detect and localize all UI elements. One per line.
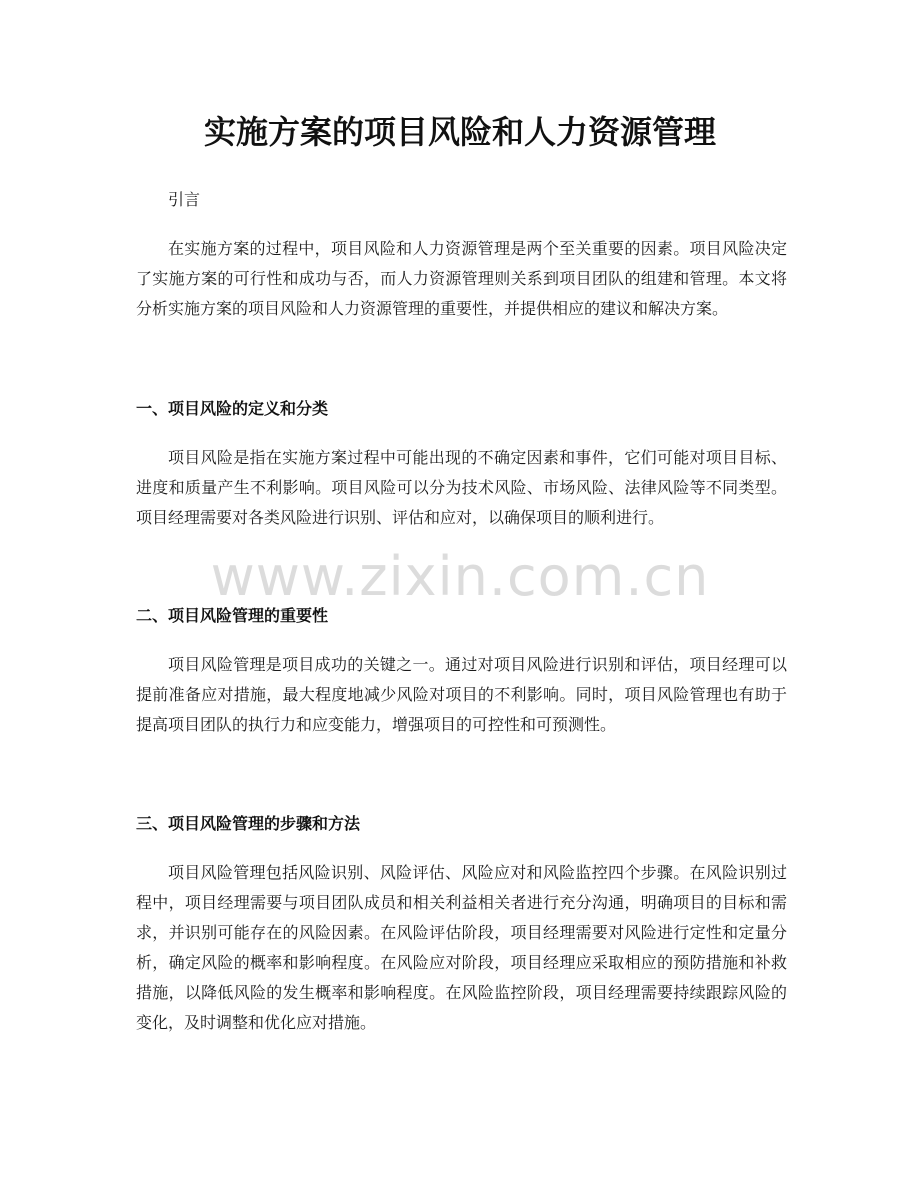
section-heading-3: 三、项目风险管理的步骤和方法 bbox=[136, 814, 361, 833]
watermark: www.zixin.com.cn bbox=[210, 545, 710, 608]
document-title: 实施方案的项目风险和人力资源管理 bbox=[203, 113, 716, 151]
section-paragraph-1: 项目风险是指在实施方案过程中可能出现的不确定因素和事件，它们可能对项目目标、进度和质量产生不利影响。项目风险可以分为技术风险、市场风险、法律风险等不同类型。项目经理需要对各类风险进行识别、评估和应对，以确保项目的顺利进行。 bbox=[136, 448, 787, 527]
section-paragraph-3: 项目风险管理包括风险识别、风险评估、风险应对和风险监控四个步骤。在风险识别过程中，项目经理需要与项目团队成员和相关利益相关者进行充分沟通，明确项目的目标和需求，并识别可能存在的风险因素。在风险评估阶段，项目经理需要对风险进行定性和定量分析，确定风险的概率和影响程度。在风险应对阶段，项目经理应采取相应的预防措施和补救措施，以降低风险的发生概率和影响程度。在风险监控阶段，项目经理需要持续跟踪风险的变化，及时调整和优化应对措施。 bbox=[136, 863, 787, 1032]
section-heading-1: 一、项目风险的定义和分类 bbox=[136, 399, 329, 418]
intro-paragraph: 在实施方案的过程中，项目风险和人力资源管理是两个至关重要的因素。项目风险决定了实施方案的可行性和成功与否，而人力资源管理则关系到项目团队的组建和管理。本文将分析实施方案的项目风险和人力资源管理的重要性，并提供相应的建议和解决方案。 bbox=[136, 239, 787, 318]
intro-label: 引言 bbox=[168, 190, 201, 209]
section-paragraph-2: 项目风险管理是项目成功的关键之一。通过对项目风险进行识别和评估，项目经理可以提前准备应对措施，最大程度地减少风险对项目的不利影响。同时，项目风险管理也有助于提高项目团队的执行力和应变能力，增强项目的可控性和可预测性。 bbox=[136, 655, 787, 734]
section-heading-2: 二、项目风险管理的重要性 bbox=[136, 606, 329, 625]
